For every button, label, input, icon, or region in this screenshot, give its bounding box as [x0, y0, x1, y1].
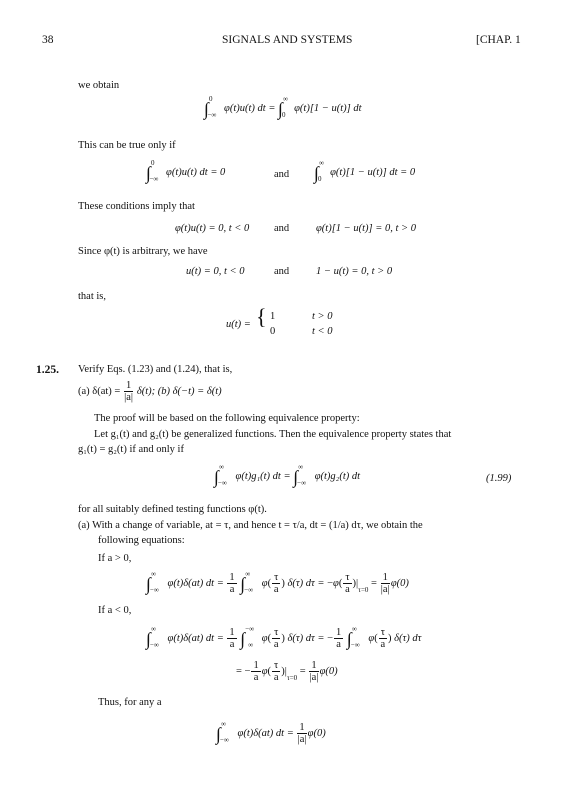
equation: φ(t)[1 − u(t)] = 0, t > 0 [316, 223, 416, 234]
equation: $\int^\infty_{-\infty}$ φ(t)δ(at) dt = $\frac{1}{a}$ $\int^{-\infty}_\infty$ φ( $\frac{\tau}{a}$ ) δ(τ) dτ = − $\frac{1}{a}$ $\int^\infty_{-\infty}$ φ( $\frac{\tau}{a}$ ) δ(τ) dτ [146, 624, 422, 650]
equation: φ(t)u(t) = 0, t < 0 [175, 223, 250, 234]
page-number: 38 [42, 34, 54, 46]
text-line: These conditions imply that [78, 201, 195, 212]
text-line: If a < 0, [98, 605, 132, 616]
text-line: Thus, for any a [98, 697, 162, 708]
equation: = − $\frac{1}{a}$ φ( $\frac{\tau}{a}$ )$|_{\tau=0}$ = $\frac{1}{|a|}$ φ(0) [236, 660, 338, 683]
equation: (a) δ(at) = $\frac{1}{|a|}$ δ(t); (b) δ(−t) = δ(t) [78, 380, 222, 403]
chapter-label: [CHAP. 1 [476, 34, 521, 46]
equation: $\int^\infty_{-\infty}$ φ(t)δ(at) dt = $\frac{1}{|a|}$ φ(0) [216, 719, 326, 745]
problem-number: 1.25. [36, 364, 59, 376]
equation: 1 − u(t) = 0, t > 0 [316, 266, 393, 277]
text-line: for all suitably defined testing functions φ(t). [78, 504, 267, 515]
equation: ∫$^0_{-\infty}$ φ(t)u(t) dt = $\int^\infty_0$ φ(t)[1 − u(t)] dt [204, 95, 362, 119]
text-line: This can be true only if [78, 140, 176, 151]
problem-statement: Verify Eqs. (1.23) and (1.24), that is, [78, 364, 233, 375]
and-word: and [274, 223, 290, 234]
text-line: g₁(t) = g₂(t) if and only if [78, 444, 184, 455]
text-line: that is, [78, 291, 106, 302]
and-word: and [274, 169, 290, 180]
document-page: 38 SIGNALS AND SYSTEMS [CHAP. 1 we obtain ∫$^0_{-\infty}$ φ(t)u(t) dt = $\int^\infty_0$ φ(t)[1 − u(t)] dt This can be true only if ∫$^0_{-\infty}$ φ(t)u(t) dt = 0 and $\int^\infty_0$ φ(t)[1 − u(t)] dt = 0 These conditions imply that φ(t)u(t) = 0, t < 0 and φ(t)[1 − u(t)] = 0, t > 0 Since φ(t) is arbitrary, we have u(t) = 0, t < 0 and 1 − u(t) = 0, t > 0 that is, u(t) = { 1 0 t > 0 t < 0 1.25. Verify Eqs. (1.23) and (1.24), that is, (a) δ(at) = $\frac{1}{|a|}$ δ(t); (b) δ(−t) = δ(t) The proof will be based on the following equivalence property: Let g₁(t) and g₂(t) be generalized functions. Then the equivalence property states that g₁(t) = g₂(t) if and only if $\int^\infty_{-\infty}$ φ(t)g₁(t) dt = $\int^\infty_{-\infty}$ φ(t)g₂(t) dt (1.99) for all suitably defined testing functions φ(t). (a) With a change of variable, at = τ, and hence t = τ/a, dt = (1/a) dτ, we obtain the following equations: If a > 0, $\int^\infty_{-\infty}$ φ(t)δ(at) dt = $\frac{1}{a}$ $\int^\infty_{-\infty}$ φ( $\frac{\tau}{a}$ ) δ(τ) dτ = −φ( $\frac{\tau}{a}$ )$|_{\tau=0}$ = $\frac{1}{|a|}$ φ(0) If a < 0, $\int^\infty_{-\infty}$ φ(t)δ(at) dt = $\frac{1}{a}$ $\int^{-\infty}_\infty$ φ( $\frac{\tau}{a}$ ) δ(τ) dτ = − $\frac{1}{a}$ $\int^\infty_{-\infty}$ φ( $\frac{\tau}{a}$ ) δ(τ) dτ = − $\frac{1}{a}$ φ( $\frac{\tau}{a}$ )$|_{\tau=0}$ = $\frac{1}{|a|}$ φ(0) Thus, for any a $\int^\infty_{-\infty}$ φ(t)δ(at) dt = $\frac{1}{|a|}$ φ(0) [36, 34, 521, 745]
text-line: (a) With a change of variable, at = τ, and hence t = τ/a, dt = (1/a) dτ, we obtain the [78, 520, 423, 531]
equation: $\int^\infty_0$ φ(t)[1 − u(t)] dt = 0 [314, 159, 416, 183]
equation-number: (1.99) [486, 473, 512, 484]
equation: u(t) = 0, t < 0 [186, 266, 245, 277]
equation: $\int^\infty_{-\infty}$ φ(t)δ(at) dt = $\frac{1}{a}$ $\int^\infty_{-\infty}$ φ( $\frac{\tau}{a}$ ) δ(τ) dτ = −φ( $\frac{\tau}{a}$ )$|_{\tau=0}$ = $\frac{1}{|a|}$ φ(0) [146, 569, 409, 595]
equation: u(t) = [226, 319, 251, 330]
text-line: Let g₁(t) and g₂(t) be generalized functions. Then the equivalence property states that [94, 429, 452, 440]
equation: $\int^\infty_{-\infty}$ φ(t)g₁(t) dt = $\int^\infty_{-\infty}$ φ(t)g₂(t) dt [214, 463, 361, 487]
text-line: The proof will be based on the following equivalence property: [94, 413, 360, 424]
text-line: Since φ(t) is arbitrary, we have [78, 246, 208, 257]
running-title: SIGNALS AND SYSTEMS [222, 34, 353, 46]
and-word: and [274, 266, 290, 277]
text-line: following equations: [98, 535, 185, 546]
equation: ∫$^0_{-\infty}$ φ(t)u(t) dt = 0 [146, 159, 226, 183]
text-line: If a > 0, [98, 553, 132, 564]
brace: { [256, 304, 267, 329]
text-line: we obtain [78, 80, 120, 91]
